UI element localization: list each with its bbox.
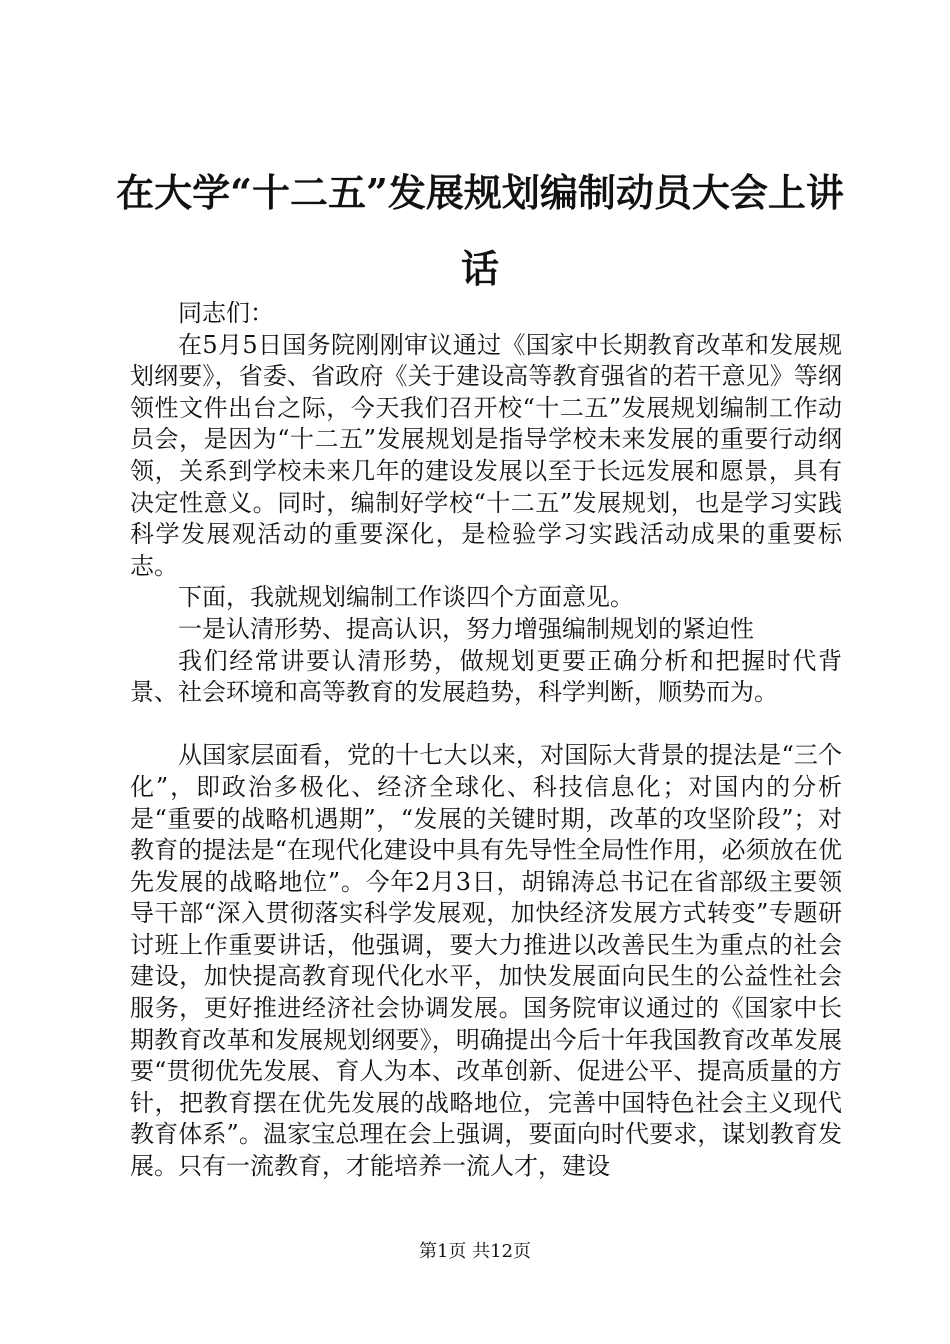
salutation-paragraph: 同志们： — [178, 299, 274, 327]
section-heading: 一是认清形势、提高认识，努力增强编制规划的紧迫性 — [178, 614, 754, 643]
page-total: 共12页 — [472, 1241, 532, 1262]
body-paragraph: 从国家层面看，党的十七大以来，对国际大背景的提法是“三个化”，即政治多极化、经济全球化、科技信息化；对国内的分析是“重要的战略机遇期”，“发展的关键时期，改革的攻坚阶段”；对教育的提法是“在现代化建设中具有先导性全局性作用，必须放在优先发展的战略地位”。今年2月3日，胡锦涛总书记在省部级主要领导干部“深入贯彻落实科学发展观，加快经济发展方式转变”专题研讨班上作重要讲话，他强调，要大力推进以改善民生为重点的社会建设，加快提高教育现代化水平，加快发展面向民生的公益性社会服务，更好推进经济社会协调发展。国务院审议通过的《国家中长期教育改革和发展规划纲要》，明确提出今后十年我国教育改革发展要“贯彻优先发展、育人为本、改革创新、促进公平、提高质量的方针，把教育摆在优先发展的战略地位，完善中国特色社会主义现代教育体系”。温家宝总理在会上强调，要面向时代要求，谋划教育发展。只有一流教育，才能培养一流人才，建设 — [130, 741, 842, 1181]
body-paragraph: 我们经常讲要认清形势，做规划更要正确分析和把握时代背景、社会环境和高等教育的发展趋势，科学判断，顺势而为。 — [130, 646, 842, 707]
document-body — [130, 298, 842, 1183]
document-title: 在大学“十二五”发展规划编制动员大会上讲话 — [116, 170, 844, 291]
page-footer — [0, 1240, 950, 1264]
page-number: 第1页 — [418, 1241, 467, 1262]
body-paragraph: 在5月5日国务院刚刚审议通过《国家中长期教育改革和发展规划纲要》，省委、省政府《关于建设高等教育强省的若干意见》等纲领性文件出台之际，今天我们召开校“十二五”发展规划编制工作动员会，是因为“十二五”发展规划是指导学校未来发展的重要行动纲领，关系到学校未来几年的建设发展以至于长远发展和愿景，具有决定性意义。同时，编制好学校“十二五”发展规划，也是学习实践科学发展观活动的重要深化，是检验学习实践活动成果的重要标志。 — [130, 330, 842, 580]
body-paragraph: 下面，我就规划编制工作谈四个方面意见。 — [178, 583, 634, 612]
